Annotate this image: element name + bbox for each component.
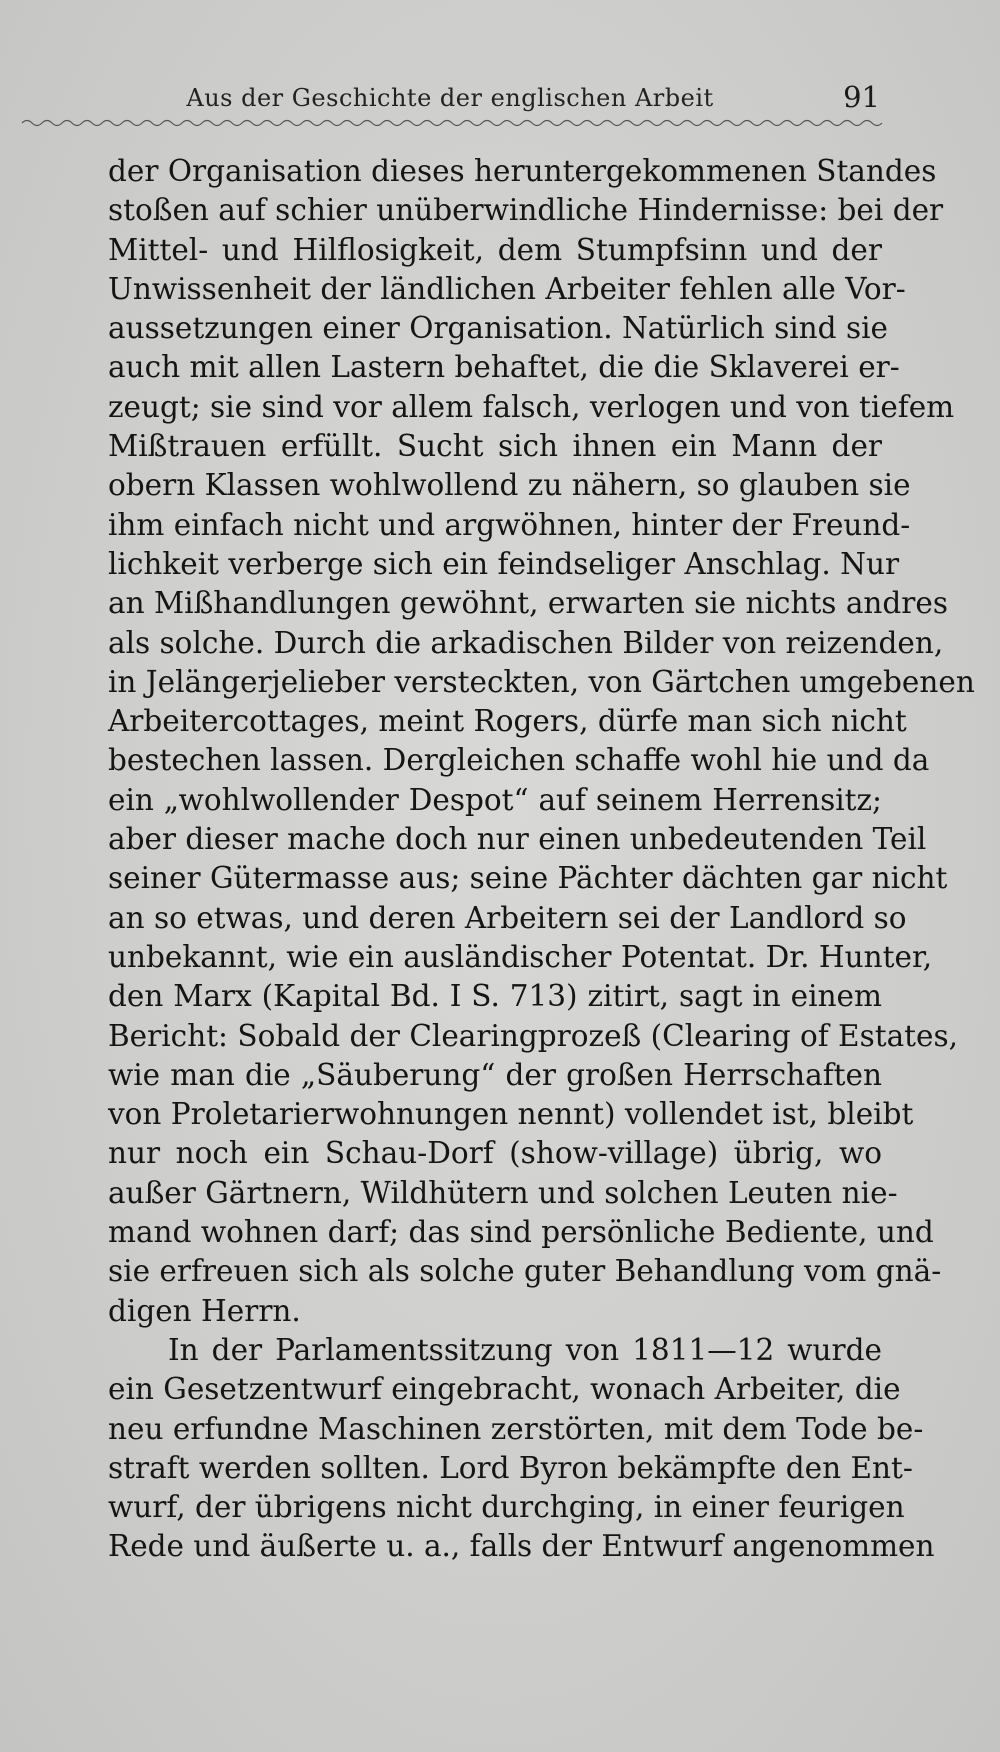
text-line: stoßen auf schier unüberwindliche Hindernisse: bei der <box>108 193 944 228</box>
text-line: außer Gärtnern, Wildhütern und solchen Leuten nie- <box>108 1175 898 1210</box>
text-line: bestechen lassen. Dergleichen schaffe wohl hie und da <box>108 743 930 778</box>
page-number: 91 <box>843 80 880 114</box>
text-line: mand wohnen darf; das sind persönliche Bediente, und <box>108 1215 934 1250</box>
text-line: Bericht: Sobald der Clearingprozeß (Clearing of Estates, <box>108 1018 958 1053</box>
text-line: aber dieser mache doch nur einen unbedeutenden Teil <box>108 822 927 857</box>
text-line: obern Klassen wohlwollend zu nähern, so glauben sie <box>108 468 911 503</box>
running-title: Aus der Geschichte der englischen Arbeit <box>186 84 714 112</box>
text-line: ein Gesetzentwurf eingebracht, wonach Arbeiter, die <box>108 1372 901 1407</box>
text-line: auch mit allen Lastern behaftet, die die Sklaverei er- <box>108 350 900 385</box>
text-line: lichkeit verberge sich ein feindseliger Anschlag. Nur <box>108 546 900 581</box>
text-line: wurf, der übrigens nicht durchging, in einer feurigen <box>108 1490 905 1525</box>
text-line: In der Parlamentssitzung von 1811—12 wurde <box>168 1332 882 1367</box>
text-line: zeugt; sie sind vor allem falsch, verlogen und von tiefem <box>108 389 955 424</box>
text-line: neu erfundne Maschinen zerstörten, mit dem Tode be- <box>108 1411 924 1446</box>
text-line: den Marx (Kapital Bd. I S. 713) zitirt, sagt in einem <box>108 979 882 1014</box>
running-head <box>110 80 880 120</box>
text-line: aussetzungen einer Organisation. Natürlich sind sie <box>108 311 888 346</box>
text-line: Mittel- und Hilflosigkeit, dem Stumpfsinn und der <box>108 232 882 267</box>
text-line: Mißtrauen erfüllt. Sucht sich ihnen ein Mann der <box>108 429 882 464</box>
text-line: ihm einfach nicht und argwöhnen, hinter der Freund- <box>108 507 911 542</box>
text-line: straft werden sollten. Lord Byron bekämpfte den Ent- <box>108 1450 913 1485</box>
text-line: an so etwas, und deren Arbeitern sei der Landlord so <box>108 900 907 935</box>
text-line: seiner Gütermasse aus; seine Pächter dächten gar nicht <box>108 861 948 896</box>
text-line: Rede und äußerte u. a., falls der Entwurf angenommen <box>108 1529 935 1564</box>
text-line: Unwissenheit der ländlichen Arbeiter fehlen alle Vor- <box>108 271 906 306</box>
text-line: ein „wohlwollender Despot“ auf seinem Herrensitz; <box>108 782 882 817</box>
text-line: wie man die „Säuberung“ der großen Herrschaften <box>108 1057 882 1092</box>
text-line: an Mißhandlungen gewöhnt, erwarten sie nichts andres <box>108 586 948 621</box>
text-line: der Organisation dieses heruntergekommenen Standes <box>108 154 937 188</box>
paragraph-1 <box>108 152 975 1331</box>
text-line: nur noch ein Schau-Dorf (show-village) übrig, wo <box>108 1136 882 1171</box>
text-line: von Proletarierwohnungen nennt) vollendet ist, bleibt <box>108 1097 914 1132</box>
paragraph-2 <box>108 1331 935 1567</box>
body-text <box>108 152 975 1567</box>
text-line: in Jelängerjelieber versteckten, von Gärtchen umgebenen <box>108 664 975 699</box>
text-line: unbekannt, wie ein ausländischer Potentat. Dr. Hunter, <box>108 939 933 974</box>
decorative-wavy-rule <box>22 118 882 128</box>
text-line: digen Herrn. <box>108 1293 301 1328</box>
text-line: sie erfreuen sich als solche guter Behandlung vom gnä- <box>108 1254 942 1289</box>
text-line: Arbeitercottages, meint Rogers, dürfe man sich nicht <box>108 704 907 739</box>
text-line: als solche. Durch die arkadischen Bilder von reizenden, <box>108 625 944 660</box>
